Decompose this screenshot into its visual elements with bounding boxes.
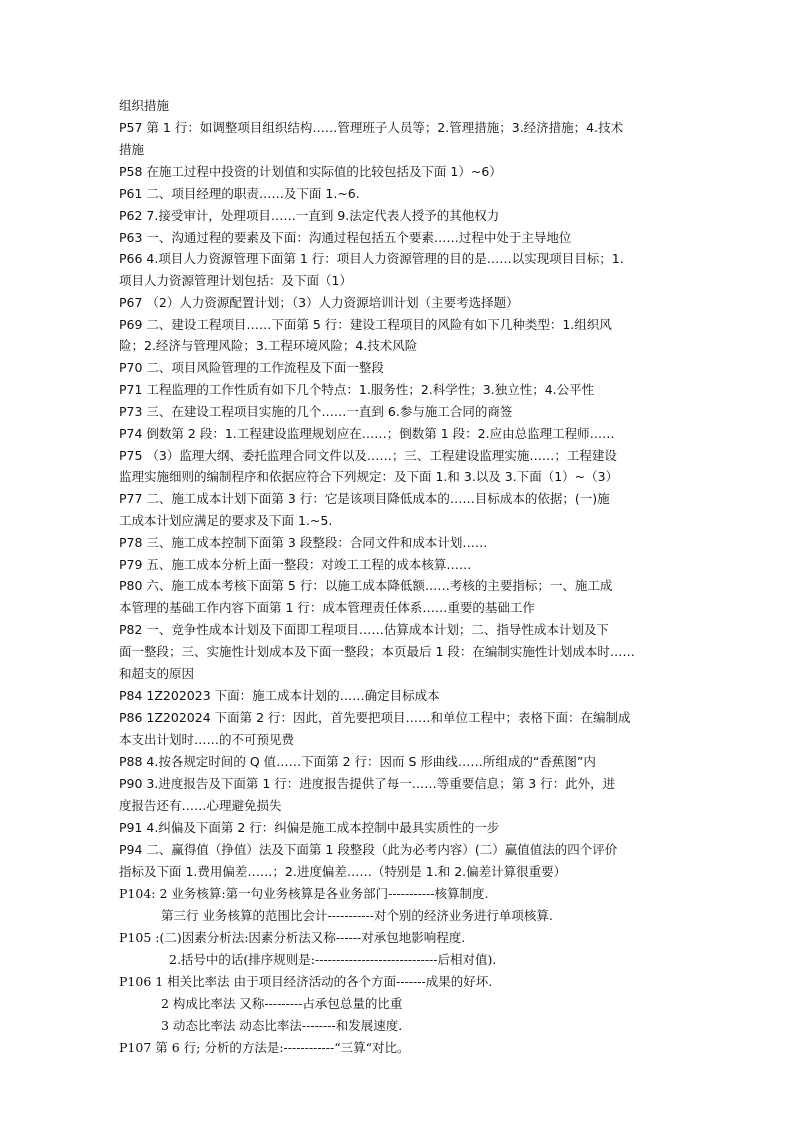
text-line: 险；2.经济与管理风险；3.工程环境风险；4.技术风险 <box>119 338 418 353</box>
text-line: P86 1Z202024 下面第 2 行：因此，首先要把项目……和单位工程中；表格下面：在编制成 <box>119 710 631 725</box>
text-line: P70 二、项目风险管理的工作流程及下面一整段 <box>119 360 384 375</box>
text-line: P71 工程监理的工作性质有如下几个特点：1.服务性；2.科学性；3.独立性；4.公平性 <box>119 382 595 397</box>
text-line: P88 4.按各规定时间的 Q 值……下面第 2 行：因而 S 形曲线……所组成的“香蕉图”内 <box>119 754 596 769</box>
text-line: 度报告还有……心理避免损失 <box>119 798 282 813</box>
text-line: P91 4.纠偏及下面第 2 行：纠偏是施工成本控制中最具实质性的一步 <box>119 820 500 835</box>
text-line: P84 1Z202023 下面：施工成本计划的……确定目标成本 <box>119 688 440 703</box>
text-line: 指标及下面 1.费用偏差……；2.进度偏差……（特别是 1.和 2.偏差计算很重要） <box>119 864 567 879</box>
text-line: 3 动态比率法 动态比率法--------和发展速度. <box>161 1018 403 1033</box>
text-line: P66 4.项目人力资源管理下面第 1 行：项目人力资源管理的目的是……以实现项目目标；1. <box>119 251 624 266</box>
text-line: 措施 <box>119 142 145 157</box>
text-line: 监理实施细则的编制程序和依据应符合下列规定：及下面 1.和 3.以及 3.下面（1）~（3） <box>119 469 619 484</box>
text-line: 面一整段；三、实施性计划成本及下面一整段；本页最后 1 段：在编制实施性计划成本时…… <box>119 644 635 659</box>
text-line: P57 第 1 行：如调整项目组织结构……管理班子人员等；2.管理措施；3.经济措施；4.技术 <box>119 120 624 135</box>
text-line: P58 在施工过程中投资的计划值和实际值的比较包括及下面 1）~6） <box>119 164 502 179</box>
text-line: P75 （3）监理大纲、委托监理合同文件以及……；三、工程建设监理实施……；工程建设 <box>119 448 617 463</box>
text-line: 组织措施 <box>119 98 170 113</box>
text-line: 2.括号中的话(排序规则是:-----------------------------后相对值). <box>169 952 497 967</box>
text-line: P77 二、施工成本计划下面第 3 行：它是该项目降低成本的……目标成本的依据；(一)施 <box>119 491 610 506</box>
text-line: P73 三、在建设工程项目实施的几个……一直到 6.参与施工合同的商签 <box>119 404 513 419</box>
text-line: 第三行 业务核算的范围比会计-----------对个别的经济业务进行单项核算. <box>161 908 553 923</box>
text-line: P78 三、施工成本控制下面第 3 段整段：合同文件和成本计划…… <box>119 535 488 550</box>
text-line: P62 7.接受审计，处理项目……一直到 9.法定代表人授予的其他权力 <box>119 208 500 223</box>
text-line: P104: 2 业务核算:第一句业务核算是各业务部门-----------核算制度. <box>119 886 489 901</box>
text-line: P106 1 相关比率法 由于项目经济活动的各个方面-------成果的好坏. <box>119 974 493 989</box>
text-line: P69 二、建设工程项目……下面第 5 行：建设工程项目的风险有如下几种类型：1.组织风 <box>119 317 612 332</box>
text-line: 本支出计划时……的不可预见费 <box>119 732 295 747</box>
text-line: P67 （2）人力资源配置计划；（3）人力资源培训计划（主要考选择题） <box>119 295 519 310</box>
text-line: 工成本计划应满足的要求及下面 1.~5. <box>119 513 333 528</box>
text-line: 和超支的原因 <box>119 666 195 681</box>
text-line: P61 二、项目经理的职责……及下面 1.~6. <box>119 186 360 201</box>
text-line: 项目人力资源管理计划包括：及下面（1） <box>119 273 352 288</box>
text-line: P74 倒数第 2 段：1.工程建设监理规划应在……；倒数第 1 段：2.应由总监理工程师…… <box>119 426 615 441</box>
text-line: P107 第 6 行; 分析的方法是:------------“三算“对比。 <box>119 1040 410 1055</box>
text-line: P82 一、竞争性成本计划及下面即工程项目……估算成本计划；二、指导性成本计划及下 <box>119 622 609 637</box>
text-line: P105 :(二)因素分析法:因素分析法又称------对承包地影响程度. <box>119 930 466 945</box>
text-line: P63 一、沟通过程的要素及下面：沟通过程包括五个要素……过程中处于主导地位 <box>119 230 572 245</box>
text-line: P80 六、施工成本考核下面第 5 行：以施工成本降低额……考核的主要指标；一、施工成 <box>119 578 613 593</box>
text-line: 本管理的基础工作内容下面第 1 行：成本管理责任体系……重要的基础工作 <box>119 600 535 615</box>
text-line: P94 二、赢得值（挣值）法及下面第 1 段整段（此为必考内容）(二）赢值值法的四个评价 <box>119 842 618 857</box>
text-line: P79 五、施工成本分析上面一整段：对竣工工程的成本核算…… <box>119 557 472 572</box>
text-line: P90 3.进度报告及下面第 1 行：进度报告提供了每一……等重要信息；第 3 行：此外，进 <box>119 776 616 791</box>
text-line: 2 构成比率法 又称---------占承包总量的比重 <box>161 996 403 1011</box>
